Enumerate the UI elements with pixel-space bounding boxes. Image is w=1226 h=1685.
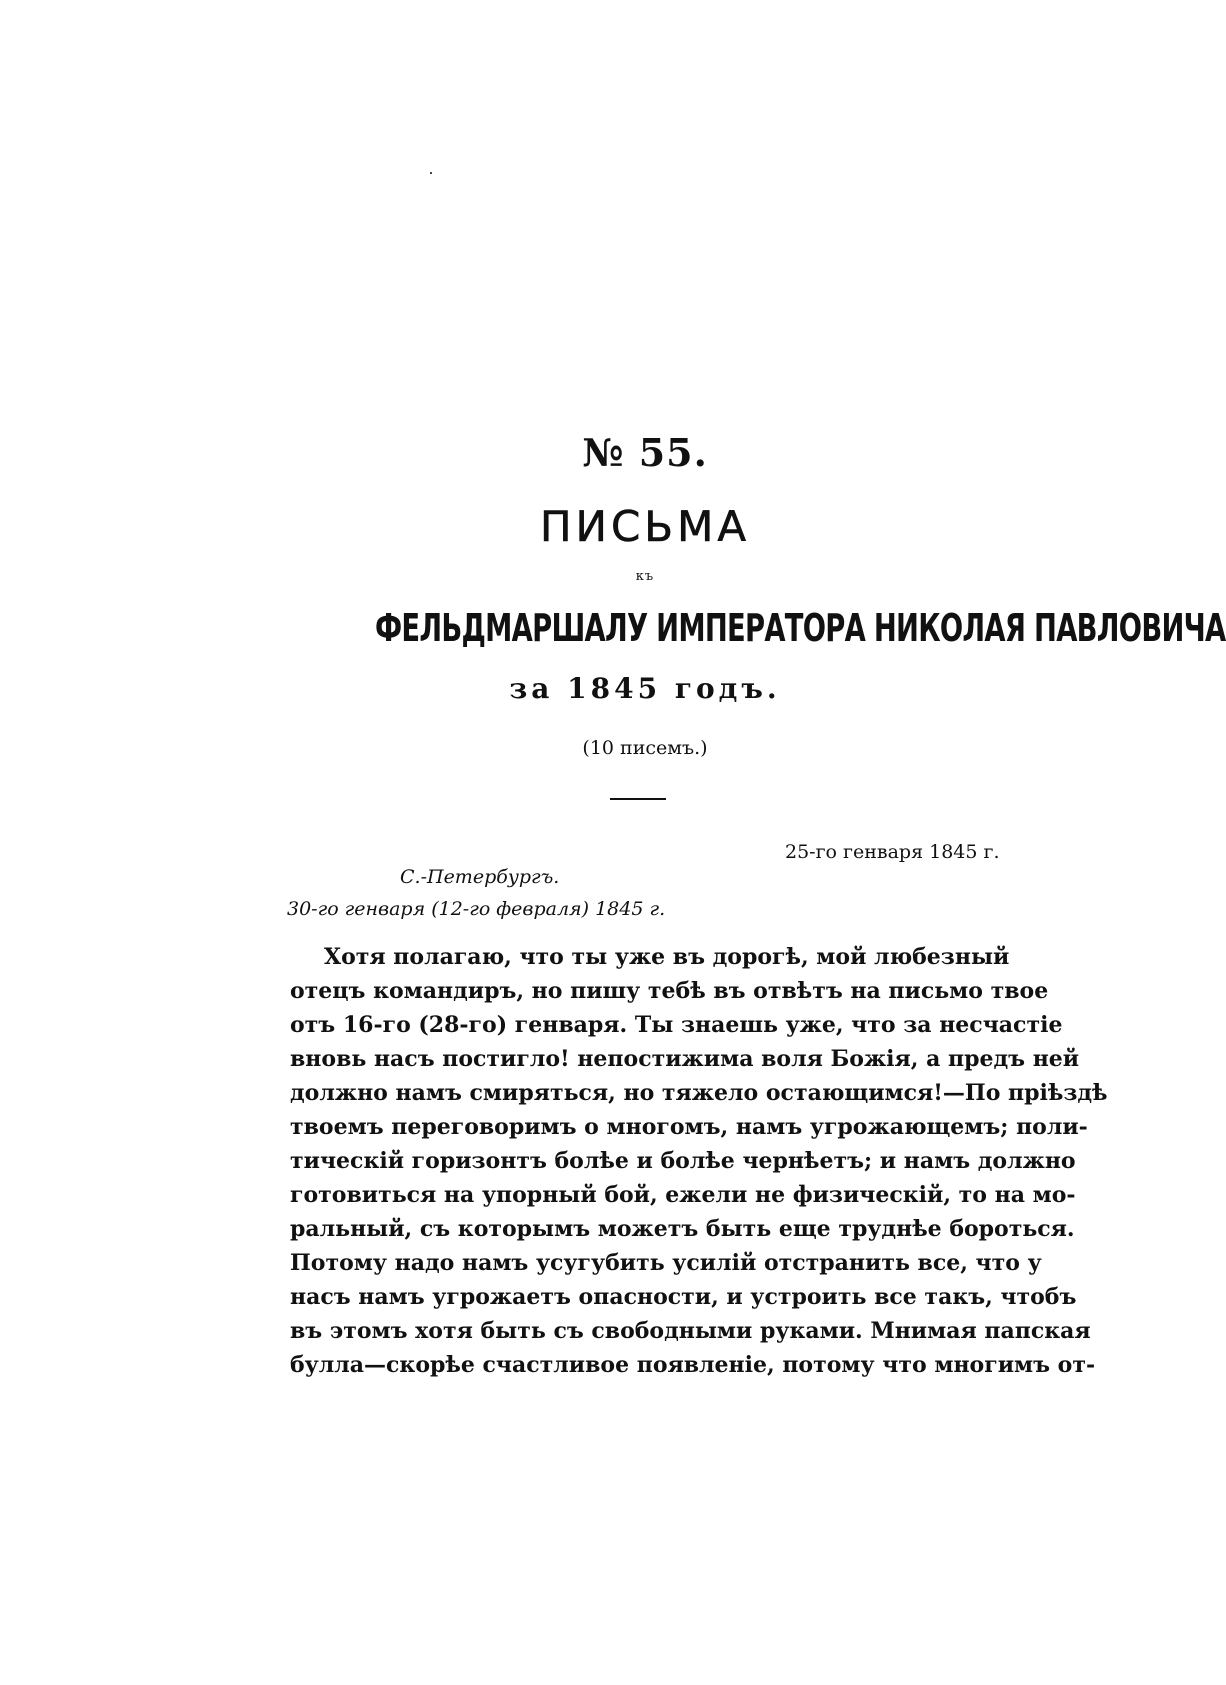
- recipient-heading: ФЕЛЬДМАРШАЛУ ИМПЕРАТОРА НИКОЛАЯ ПАВЛОВИЧА: [375, 606, 1226, 650]
- section-divider: [610, 798, 666, 800]
- body-line: Потому надо намъ усугубить усилій отстранить все, что у: [290, 1250, 1042, 1276]
- body-line: отецъ командиръ, но пишу тебѣ въ отвѣтъ на письмо твое: [290, 978, 1049, 1004]
- body-line: булла—скорѣе счастливое появленіе, потому что многимъ от-: [290, 1352, 1096, 1378]
- body-line: должно намъ смиряться, но тяжело остающимся!—По пріѣздѣ: [290, 1080, 1108, 1106]
- year-heading: за 1845 годъ.: [509, 672, 781, 705]
- body-line: ральный, съ которымъ можетъ быть еще труднѣе бороться.: [290, 1216, 1075, 1242]
- body-line: въ этомъ хотя быть съ свободными руками. Мнимая папская: [290, 1318, 1091, 1344]
- body-line: насъ намъ угрожаетъ опасности, и устроить все такъ, чтобъ: [290, 1284, 1077, 1310]
- title-preposition: къ: [635, 569, 655, 584]
- scan-speck: [430, 172, 432, 174]
- letter-place-date: 30-го генваря (12-го февраля) 1845 г.: [287, 898, 666, 920]
- body-line: Хотя полагаю, что ты уже въ дорогѣ, мой любезный: [324, 944, 1010, 970]
- letter-count: (10 писемъ.): [582, 737, 708, 759]
- body-line: готовиться на упорный бой, ежели не физическій, то на мо-: [290, 1182, 1076, 1208]
- body-line: вновь насъ постигло! непостижима воля Божія, а предъ ней: [290, 1046, 1080, 1072]
- document-title: ПИСЬМА: [539, 502, 751, 551]
- body-line: отъ 16-го (28-го) генваря. Ты знаешь уже, что за несчастіе: [290, 1012, 1063, 1038]
- letter-place: С.-Петербургъ.: [400, 866, 560, 888]
- letter-dateline: 25-го генваря 1845 г.: [785, 841, 1000, 863]
- letter-body: [290, 940, 1108, 1382]
- document-number: № 55.: [582, 430, 708, 475]
- body-line: тическій горизонтъ болѣе и болѣе чернѣетъ; и намъ должно: [290, 1148, 1076, 1174]
- body-line: твоемъ переговоримъ о многомъ, намъ угрожающемъ; поли-: [290, 1114, 1088, 1140]
